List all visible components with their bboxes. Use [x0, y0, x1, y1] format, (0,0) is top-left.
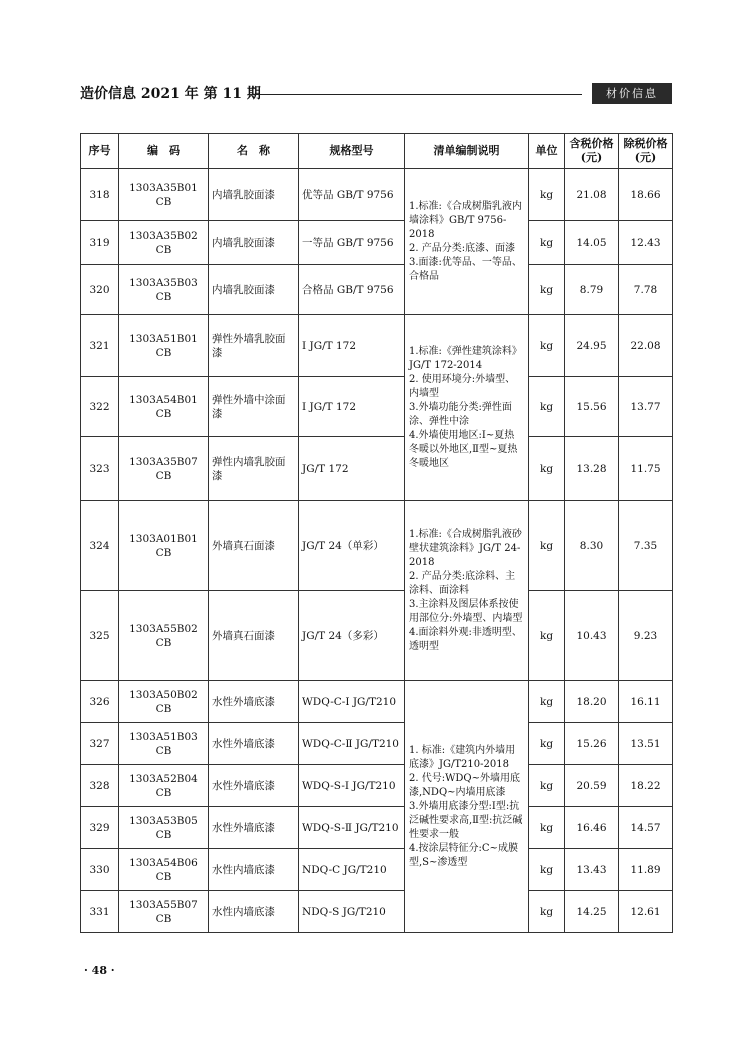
table-row	[81, 501, 673, 591]
cell-code: 1303A01B01 CB	[119, 501, 209, 591]
cell-name: 水性外墙底漆	[209, 807, 299, 849]
cell-no: 325	[81, 591, 119, 681]
cell-price-tax: 14.05	[565, 221, 619, 265]
cell-name: 内墙乳胶面漆	[209, 221, 299, 265]
cell-unit: kg	[529, 377, 565, 437]
cell-unit: kg	[529, 437, 565, 501]
cell-name: 弹性外墙中涂面漆	[209, 377, 299, 437]
cell-price-notax: 18.66	[619, 169, 673, 221]
cell-spec: JG/T 24（多彩）	[299, 591, 405, 681]
table-row	[81, 765, 673, 807]
cell-unit: kg	[529, 891, 565, 933]
col-header-name: 名 称	[209, 134, 299, 169]
cell-no: 319	[81, 221, 119, 265]
cell-spec: 一等品 GB/T 9756	[299, 221, 405, 265]
table-row	[81, 849, 673, 891]
cell-name: 外墙真石面漆	[209, 501, 299, 591]
cell-no: 330	[81, 849, 119, 891]
cell-price-tax: 16.46	[565, 807, 619, 849]
cell-price-tax: 20.59	[565, 765, 619, 807]
cell-price-notax: 13.51	[619, 723, 673, 765]
cell-price-notax: 16.11	[619, 681, 673, 723]
cell-price-tax: 15.26	[565, 723, 619, 765]
description-line: 4.外墙使用地区:Ⅰ~夏热冬暖以外地区,Ⅱ型~夏热冬暖地区	[409, 429, 518, 469]
cell-price-notax: 11.89	[619, 849, 673, 891]
page-header	[80, 86, 672, 102]
cell-code: 1303A51B03 CB	[119, 723, 209, 765]
cell-price-tax: 24.95	[565, 315, 619, 377]
cell-name: 水性内墙底漆	[209, 891, 299, 933]
cell-code: 1303A55B02 CB	[119, 591, 209, 681]
description-line: 2. 代号:WDQ~外墙用底漆,NDQ~内墙用底漆	[409, 772, 520, 798]
cell-price-tax: 21.08	[565, 169, 619, 221]
cell-price-tax: 8.79	[565, 265, 619, 315]
table-row	[81, 221, 673, 265]
table-row	[81, 591, 673, 681]
description-line: 2. 产品分类:底漆、面漆	[409, 242, 516, 254]
cell-price-tax: 10.43	[565, 591, 619, 681]
cell-code: 1303A54B06 CB	[119, 849, 209, 891]
cell-unit: kg	[529, 681, 565, 723]
cell-no: 323	[81, 437, 119, 501]
cell-name: 水性内墙底漆	[209, 849, 299, 891]
cell-name: 弹性内墙乳胶面漆	[209, 437, 299, 501]
description-line: 3.外墙用底漆分型:Ⅰ型:抗泛碱性要求高,Ⅱ型:抗泛碱性要求一般	[409, 800, 523, 840]
table-row	[81, 169, 673, 221]
description-line: 3.面漆:优等品、一等品、合格品	[409, 256, 522, 282]
cell-price-tax: 13.28	[565, 437, 619, 501]
cell-unit: kg	[529, 807, 565, 849]
section-badge: 材价信息	[592, 83, 672, 104]
cell-price-tax: 14.25	[565, 891, 619, 933]
cell-no: 320	[81, 265, 119, 315]
table-row	[81, 315, 673, 377]
cell-unit: kg	[529, 849, 565, 891]
cell-no: 322	[81, 377, 119, 437]
table-row	[81, 807, 673, 849]
description-line: 3.主涂料及图层体系按使用部位分:外墙型、内墙型	[409, 598, 523, 624]
description-line: 2. 产品分类:底涂料、主涂料、面涂料	[409, 570, 516, 596]
cell-name: 内墙乳胶面漆	[209, 265, 299, 315]
cell-price-notax: 7.35	[619, 501, 673, 591]
col-header-code: 编 码	[119, 134, 209, 169]
cell-price-notax: 12.43	[619, 221, 673, 265]
cell-no: 328	[81, 765, 119, 807]
header-rule	[248, 94, 582, 95]
description-line: 1.标准:《合成树脂乳液砂壁状建筑涂料》JG/T 24-2018	[409, 528, 522, 568]
page-number: · 48 ·	[84, 964, 115, 977]
cell-spec: JG/T 172	[299, 437, 405, 501]
cell-no: 326	[81, 681, 119, 723]
cell-price-notax: 18.22	[619, 765, 673, 807]
cell-description	[405, 681, 529, 933]
table-row	[81, 681, 673, 723]
cell-price-notax: 11.75	[619, 437, 673, 501]
col-header-description: 清单编制说明	[405, 134, 529, 169]
cell-spec: WDQ-C-Ⅱ JG/T210	[299, 723, 405, 765]
cell-code: 1303A53B05 CB	[119, 807, 209, 849]
cell-code: 1303A35B01 CB	[119, 169, 209, 221]
cell-name: 水性外墙底漆	[209, 723, 299, 765]
cell-name: 水性外墙底漆	[209, 765, 299, 807]
table-row	[81, 723, 673, 765]
table-body	[81, 169, 673, 933]
description-line: 4.按涂层特征分:C~成膜型,S~渗透型	[409, 842, 518, 868]
cell-price-notax: 9.23	[619, 591, 673, 681]
cell-price-notax: 14.57	[619, 807, 673, 849]
cell-spec: 合格品 GB/T 9756	[299, 265, 405, 315]
cell-code: 1303A50B02 CB	[119, 681, 209, 723]
table-row	[81, 891, 673, 933]
cell-unit: kg	[529, 591, 565, 681]
cell-no: 327	[81, 723, 119, 765]
cell-price-notax: 12.61	[619, 891, 673, 933]
cell-no: 318	[81, 169, 119, 221]
table-row	[81, 377, 673, 437]
table-row	[81, 437, 673, 501]
cell-no: 324	[81, 501, 119, 591]
cell-no: 329	[81, 807, 119, 849]
cell-code: 1303A55B07 CB	[119, 891, 209, 933]
table-row	[81, 265, 673, 315]
cell-price-tax: 18.20	[565, 681, 619, 723]
cell-no: 321	[81, 315, 119, 377]
cell-code: 1303A35B03 CB	[119, 265, 209, 315]
cell-spec: NDQ-S JG/T210	[299, 891, 405, 933]
col-header-price-notax: 除税价格(元)	[619, 134, 673, 169]
col-header-price-tax: 含税价格(元)	[565, 134, 619, 169]
col-header-unit: 单位	[529, 134, 565, 169]
cell-price-tax: 15.56	[565, 377, 619, 437]
col-header-spec: 规格型号	[299, 134, 405, 169]
description-line: 1.标准:《合成树脂乳液内墙涂料》GB/T 9756-2018	[409, 200, 522, 240]
price-table	[80, 133, 673, 933]
cell-unit: kg	[529, 265, 565, 315]
cell-price-notax: 7.78	[619, 265, 673, 315]
col-header-no: 序号	[81, 134, 119, 169]
cell-unit: kg	[529, 221, 565, 265]
cell-description	[405, 169, 529, 315]
cell-spec: Ⅰ JG/T 172	[299, 315, 405, 377]
table-header	[81, 134, 673, 169]
cell-unit: kg	[529, 723, 565, 765]
cell-name: 外墙真石面漆	[209, 591, 299, 681]
cell-price-notax: 22.08	[619, 315, 673, 377]
description-line: 2. 使用环境分:外墙型、内墙型	[409, 373, 516, 399]
cell-unit: kg	[529, 501, 565, 591]
cell-spec: WDQ-C-Ⅰ JG/T210	[299, 681, 405, 723]
cell-code: 1303A54B01 CB	[119, 377, 209, 437]
cell-code: 1303A52B04 CB	[119, 765, 209, 807]
description-line: 1.标准:《弹性建筑涂料》JG/T 172-2014	[409, 345, 522, 371]
cell-code: 1303A35B02 CB	[119, 221, 209, 265]
cell-price-notax: 13.77	[619, 377, 673, 437]
description-line: 4.面涂料外观:非透明型、透明型	[409, 626, 522, 652]
description-line: 1. 标准:《建筑内外墙用底漆》JG/T210-2018	[409, 744, 516, 770]
cell-unit: kg	[529, 169, 565, 221]
cell-description	[405, 501, 529, 681]
description-line: 3.外墙功能分类:弹性面涂、弹性中涂	[409, 401, 512, 427]
cell-price-tax: 13.43	[565, 849, 619, 891]
cell-spec: JG/T 24（单彩）	[299, 501, 405, 591]
cell-name: 弹性外墙乳胶面漆	[209, 315, 299, 377]
cell-spec: WDQ-S-Ⅰ JG/T210	[299, 765, 405, 807]
cell-spec: NDQ-C JG/T210	[299, 849, 405, 891]
cell-name: 内墙乳胶面漆	[209, 169, 299, 221]
cell-unit: kg	[529, 315, 565, 377]
journal-title: 造价信息 2021 年 第 11 期	[80, 86, 261, 102]
cell-no: 331	[81, 891, 119, 933]
cell-code: 1303A35B07 CB	[119, 437, 209, 501]
cell-description	[405, 315, 529, 501]
cell-unit: kg	[529, 765, 565, 807]
cell-code: 1303A51B01 CB	[119, 315, 209, 377]
cell-spec: Ⅰ JG/T 172	[299, 377, 405, 437]
cell-price-tax: 8.30	[565, 501, 619, 591]
cell-spec: 优等品 GB/T 9756	[299, 169, 405, 221]
cell-name: 水性外墙底漆	[209, 681, 299, 723]
cell-spec: WDQ-S-Ⅱ JG/T210	[299, 807, 405, 849]
